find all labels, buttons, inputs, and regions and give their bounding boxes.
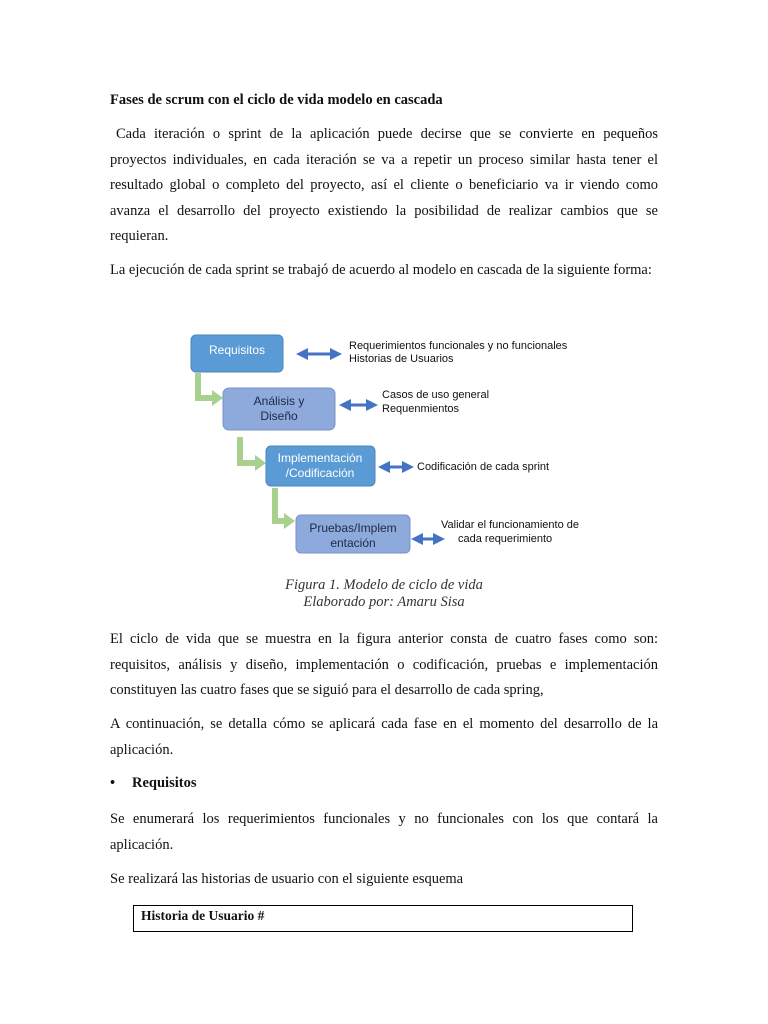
user-story-table (133, 905, 633, 932)
phase-2-label-line1: Análisis y (253, 394, 305, 408)
phase-4-note-1: Validar el funcionamiento de (441, 519, 579, 531)
phase-1-note-2: Historias de Usuarios (349, 353, 454, 365)
paragraph-user-stories: Se realizará las historias de usuario con el siguiente esquema (110, 871, 464, 887)
phase-4-note-2: cada requerimiento (458, 533, 553, 545)
paragraph-lifecycle-description: El ciclo de vida que se muestra en la figura anterior consta de cuatro fases como son: requisitos, análisis y diseño, implementación o codificación, pruebas e implementación constituyen las cuatro fases que se siguió para el desarrollo de cada spring, (110, 631, 658, 698)
flow-arrow-1 (198, 373, 223, 406)
flow-arrow-2 (240, 437, 266, 471)
figure-credit: Elaborado por: Amaru Sisa (303, 594, 465, 610)
paragraph-iterations: Cada iteración o sprint de la aplicación puede decirse que se convierte en pequeños proyectos individuales, en cada iteración se va a repetir un proceso similar hasta tener el resultado global o completo del proyecto, así el cliente o beneficiario va ir viendo como avanza el desarrollo del proyecto existiendo la posibilidad de realizar cambios que se requieran. (110, 126, 658, 244)
phase-box-implementacion (266, 446, 375, 486)
bullet-requisitos (110, 775, 196, 792)
phase-box-pruebas (296, 515, 410, 553)
flow-arrow-3 (275, 488, 295, 529)
paragraph-requirements: Se enumerará los requerimientos funcionales y no funcionales con los que contará la aplicación. (110, 811, 658, 853)
bullet-dot-icon: • (110, 775, 116, 791)
phase-1-note-1: Requerimientos funcionales y no funcionales (349, 340, 568, 352)
phase-2-label-line2: Diseño (260, 409, 298, 423)
user-story-table-header: Historia de Usuario # (141, 908, 265, 923)
phase-3-label-line1: Implementación (277, 451, 363, 465)
phase-4-label-line2: entación (330, 536, 376, 550)
bullet-label: Requisitos (132, 775, 197, 791)
phase-1-label: Requisitos (208, 343, 266, 357)
phase-2-note-1: Casos de uso general (382, 389, 490, 401)
paragraph-sprint-execution: La ejecución de cada sprint se trabajó de acuerdo al modelo en cascada de la siguiente forma: (110, 262, 652, 278)
phase-2-note-2: Requenmientos (382, 403, 460, 415)
phase-3-note-1: Codificación de cada sprint (417, 461, 550, 473)
figure-caption: Figura 1. Modelo de ciclo de vida (285, 577, 483, 593)
section-title: Fases de scrum con el ciclo de vida modelo en cascada (110, 92, 443, 108)
phase-box-requisitos (191, 335, 283, 372)
phase-box-analisis (223, 388, 335, 430)
paragraph-phase-detail: A continuación, se detalla cómo se aplicará cada fase en el momento del desarrollo de la aplicación. (110, 716, 658, 758)
phase-3-label-line2: /Codificación (285, 466, 355, 480)
phase-4-label-line1: Pruebas/Implem (309, 521, 397, 535)
